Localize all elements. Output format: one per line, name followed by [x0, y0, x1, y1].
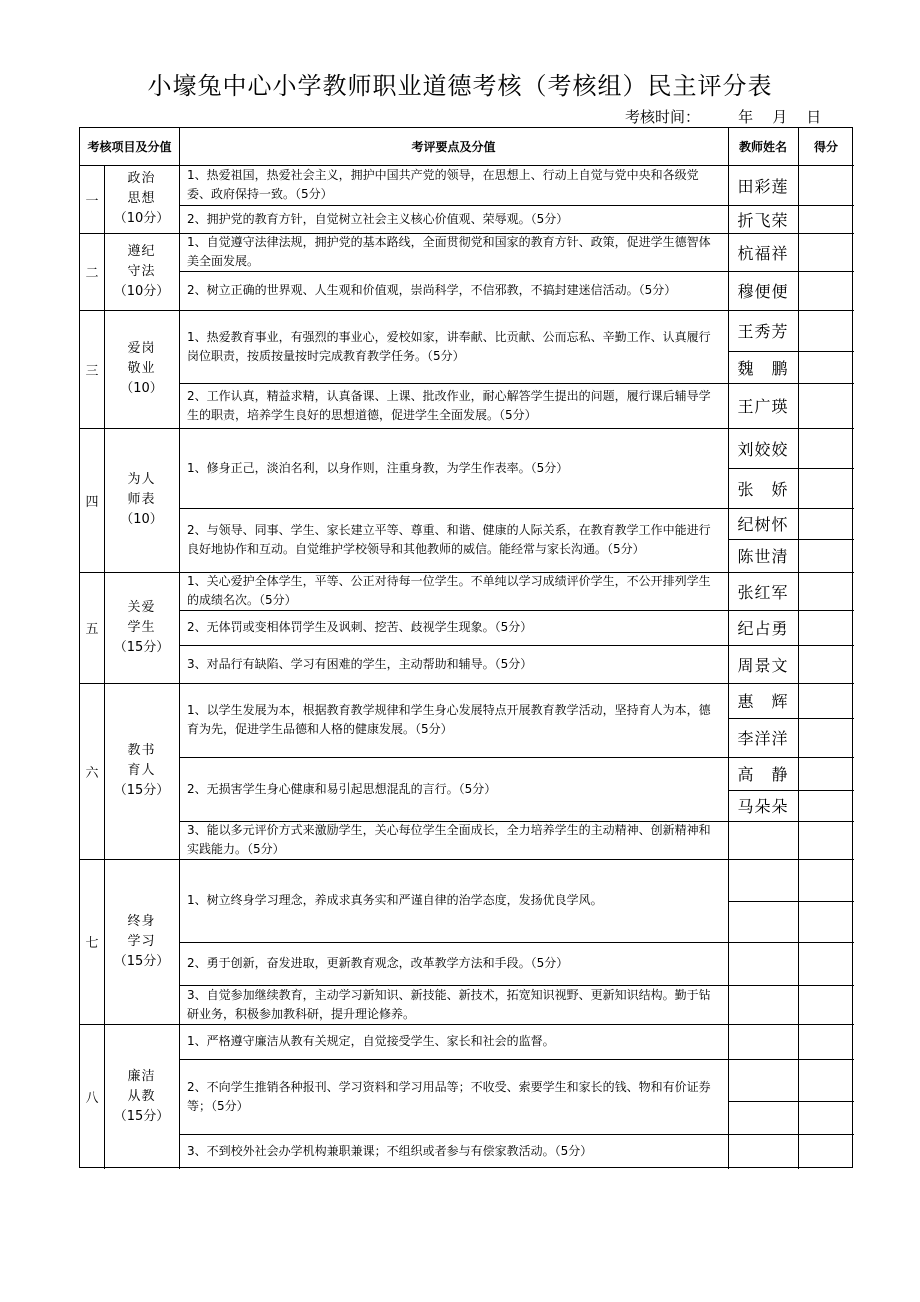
- teacher-name: 穆便便: [737, 282, 789, 301]
- teacher-row-divider: [728, 942, 854, 943]
- category-score: （15分）: [113, 783, 170, 798]
- score-cell: [798, 165, 854, 205]
- score-cell: [798, 428, 854, 468]
- category-name: [104, 683, 179, 859]
- score-cell: [798, 351, 854, 383]
- score-cell: [798, 233, 854, 271]
- teacher-name: 周景文: [737, 655, 789, 675]
- teacher-name: 王秀芳: [737, 322, 789, 341]
- score-cell: [798, 205, 854, 233]
- header-item: 考核项目及分值: [87, 139, 172, 154]
- criterion-text: 2、无损害学生身心健康和易引起思想混乱的言行。（5分）: [187, 781, 497, 796]
- teacher-name: 高 静: [737, 765, 789, 784]
- teacher-name: 张 娇: [737, 479, 789, 499]
- category-name: [104, 1024, 179, 1169]
- teacher-name: 马朵朵: [737, 797, 789, 816]
- teacher-name: 陈世清: [737, 547, 789, 566]
- category-score: （10分）: [113, 283, 170, 299]
- score-cell: [798, 572, 854, 610]
- category-number: 七: [85, 936, 99, 951]
- criterion-text: 3、不到校外社会办学机构兼职兼课；不组织或者参与有偿家教活动。（5分）: [187, 1144, 593, 1158]
- teacher-name: 纪占勇: [737, 619, 789, 638]
- teacher-row-divider: [728, 1059, 854, 1060]
- score-cell: [798, 508, 854, 539]
- category-number: 五: [85, 622, 99, 637]
- category-score: （10分）: [113, 211, 170, 226]
- teacher-name: 李洋洋: [737, 729, 789, 748]
- category-name: [104, 165, 179, 233]
- category-score: （15分）: [113, 639, 170, 655]
- header-teacher: 教师姓名: [738, 139, 787, 154]
- criterion-text: 3、自觉参加继续教育，主动学习新知识、新技能、新技术，拓宽知识视野、更新知识结构。勤于钻研业务，积极参加教科研，提升理论修养。: [187, 987, 711, 1021]
- teacher-name: 惠 辉: [737, 692, 789, 711]
- page-title: 小壕兔中心小学教师职业道德考核（考核组）民主评分表: [147, 72, 773, 100]
- category-title: 为人师表: [127, 472, 156, 507]
- assessment-time: 考核时间： 年 月 日: [625, 108, 822, 126]
- criterion-text: 1、关心爱护全体学生，平等、公正对待每一位学生。不单纯以学习成绩评价学生，不公开排列学生的成绩名次。（5分）: [187, 574, 711, 607]
- criterion-text: 2、树立正确的世界观、人生观和价值观，崇尚科学，不信邪教，不搞封建迷信活动。（5分）: [187, 283, 677, 297]
- criterion-text: 3、能以多元评价方式来激励学生，关心每位学生全面成长，全力培养学生的主动精神、创新精神和实践能力。（5分）: [187, 823, 711, 856]
- evaluation-table: [79, 127, 853, 1168]
- category-number: 四: [85, 494, 99, 510]
- criterion-text: 2、工作认真，精益求精，认真备课、上课、批改作业，耐心解答学生提出的问题，履行课后辅导学生的职责，培养学生良好的思想道德，促进学生全面发展。（5分）: [187, 388, 711, 422]
- teacher-name: 王广瑛: [737, 397, 789, 416]
- criterion-text: 2、与领导、同事、学生、家长建立平等、尊重、和谐、健康的人际关系，在教育教学工作中能进行良好地协作和互动。自觉维护学校领导和其他教师的威信。能经常与家长沟通。（5分）: [187, 523, 711, 556]
- teacher-name: 纪树怀: [737, 515, 789, 534]
- score-cell: [798, 383, 854, 428]
- teacher-name: 田彩莲: [737, 176, 789, 196]
- teacher-row-divider: [728, 821, 854, 822]
- category-score: （10）: [120, 512, 163, 527]
- teacher-row-divider: [728, 1101, 854, 1102]
- criterion-text: 2、拥护党的教育方针，自觉树立社会主义核心价值观、荣辱观。（5分）: [187, 211, 569, 226]
- score-cell: [798, 683, 854, 718]
- teacher-name: 折飞荣: [737, 210, 789, 230]
- category-title: 关爱学生: [127, 599, 156, 635]
- category-number: 六: [85, 765, 99, 781]
- score-cell: [798, 271, 854, 310]
- score-cell: [798, 610, 854, 645]
- category-score: （15分）: [113, 1108, 170, 1124]
- score-cell: [798, 645, 854, 683]
- criterion-text: 1、以学生发展为本，根据教育教学规律和学生身心发展特点开展教育教学活动，坚持育人为本，德育为先，促进学生品德和人格的健康发展。（5分）: [187, 703, 711, 736]
- teacher-row-divider: [728, 901, 854, 902]
- category-name: [104, 428, 179, 572]
- category-name: [104, 310, 179, 428]
- criterion-text: 1、自觉遵守法律法规，拥护党的基本路线，全面贯彻党和国家的教育方针、政策，促进学生德智体美全面发展。: [187, 235, 711, 268]
- category-number: 一: [85, 193, 99, 209]
- category-score: （10）: [120, 381, 163, 396]
- category-name: [104, 572, 179, 683]
- category-name: [104, 859, 179, 1024]
- category-title: 终身学习: [127, 913, 156, 949]
- category-title: 政治思想: [127, 171, 156, 206]
- category-title: 遵纪守法: [127, 243, 156, 279]
- teacher-name: 杭福祥: [737, 243, 789, 263]
- score-cell: [798, 539, 854, 572]
- score-cell: [798, 718, 854, 757]
- category-number: 三: [85, 363, 99, 379]
- category-title: 廉洁从教: [127, 1068, 156, 1104]
- criterion-text: 2、无体罚或变相体罚学生及讽刺、挖苦、歧视学生现象。（5分）: [187, 620, 533, 634]
- teacher-row-divider: [728, 985, 854, 986]
- teacher-name: 魏 鹏: [737, 358, 789, 378]
- criterion-text: 1、树立终身学习理念，养成求真务实和严谨自律的治学态度，发扬优良学风。: [187, 893, 603, 907]
- header-criteria: 考评要点及分值: [411, 139, 496, 154]
- criterion-text: 1、修身正己，淡泊名利，以身作则，注重身教，为学生作表率。（5分）: [187, 460, 569, 475]
- header-score: 得分: [813, 139, 838, 154]
- category-score: （15分）: [113, 953, 170, 969]
- criterion-text: 3、对品行有缺陷、学习有困难的学生，主动帮助和辅导。（5分）: [187, 656, 533, 671]
- teacher-name: 张红军: [737, 582, 789, 602]
- score-cell: [798, 757, 854, 790]
- criterion-text: 1、热爱祖国，热爱社会主义，拥护中国共产党的领导，在思想上、行动上自觉与党中央和各级党委、政府保持一致。（5分）: [187, 168, 699, 201]
- score-cell: [798, 310, 854, 351]
- category-number: 二: [85, 266, 99, 281]
- teacher-row-divider: [728, 1134, 854, 1135]
- category-title: 爱岗敬业: [127, 341, 156, 376]
- criterion-text: 1、热爱教育事业，有强烈的事业心，爱校如家，讲奉献、比贡献、公而忘私、辛勤工作、认真履行岗位职责，按质按量按时完成教育教学任务。（5分）: [187, 329, 711, 363]
- criterion-text: 2、不向学生推销各种报刊、学习资料和学习用品等；不收受、索要学生和家长的钱、物和有价证券等；（5分）: [187, 1079, 711, 1113]
- teacher-name: 刘姣姣: [737, 439, 789, 459]
- score-cell: [798, 468, 854, 508]
- category-title: 教书育人: [127, 743, 156, 778]
- category-name: [104, 233, 179, 310]
- criterion-text: 1、严格遵守廉洁从教有关规定，自觉接受学生、家长和社会的监督。: [187, 1034, 555, 1048]
- criterion-text: 2、勇于创新，奋发进取，更新教育观念，改革教学方法和手段。（5分）: [187, 956, 569, 970]
- score-cell: [798, 790, 854, 821]
- category-number: 八: [85, 1091, 99, 1106]
